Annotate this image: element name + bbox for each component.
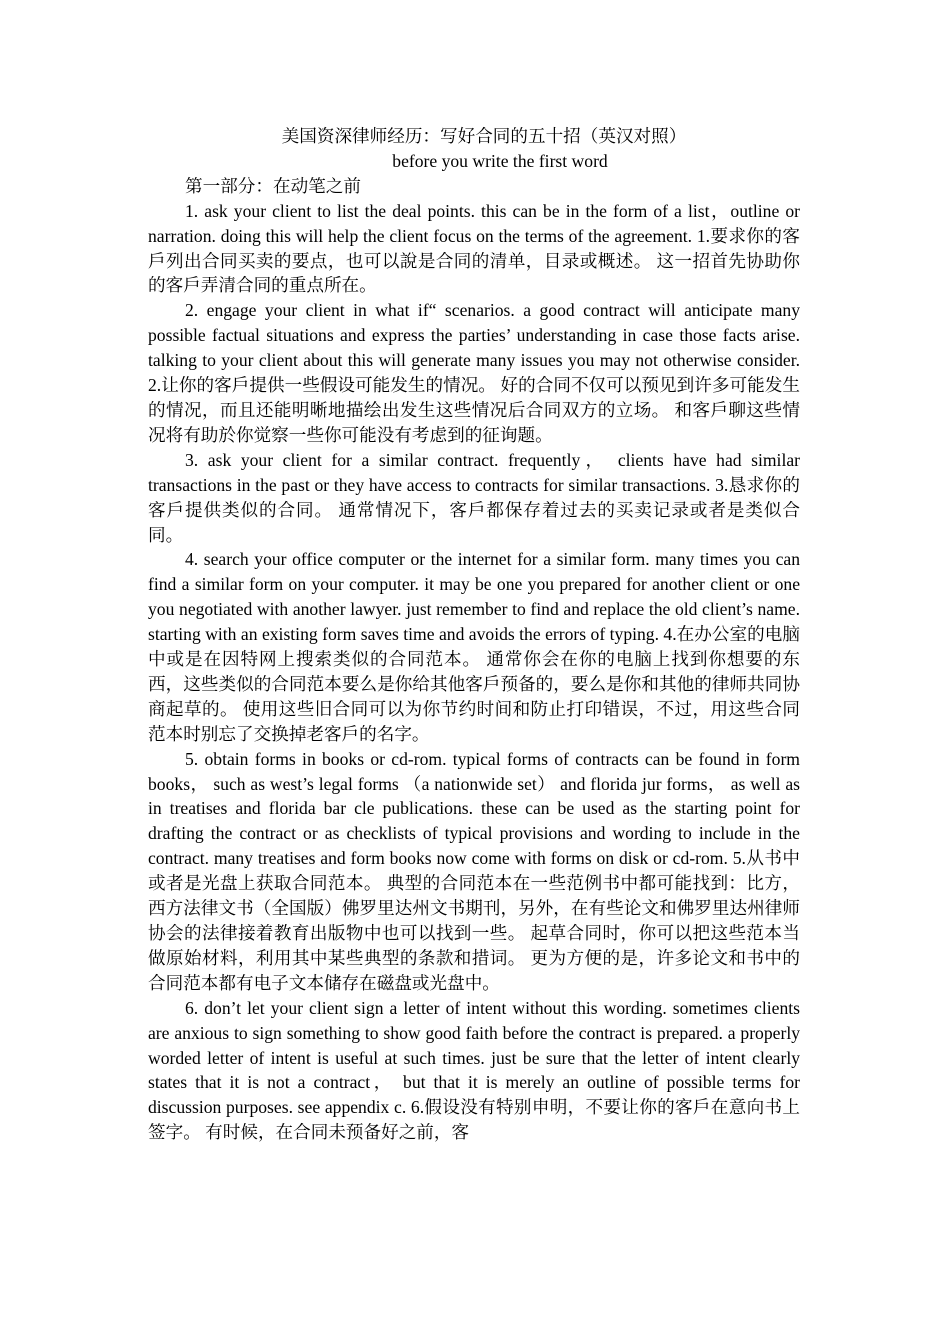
document-body	[148, 124, 800, 1145]
document-title-chinese: 美国资深律师经历：写好合同的五十招（英汉对照）	[281, 126, 687, 146]
document-subtitle-english: before you write the first word	[392, 150, 608, 171]
paragraph-6: 6. don’t let your client sign a letter of intent without this wording. sometimes clients are anxious to sign something to show good faith before the contract is prepared. a properly worded letter of intent is useful at such times. just be sure that the letter of intent clearly states that it is not a contract， but that it is merely an outline of possible terms for discussion purposes. see appendix c. 6.假设没有特别申明，不要让你的客戶在意向书上签字。 有时候，在合同未预备好之前，客	[148, 997, 800, 1143]
paragraph-1: 1. ask your client to list the deal points. this can be in the form of a list，outline or narration. doing this will help the client focus on the terms of the agreement. 1.要求你的客戶列出合同买卖的要点，也可以說是合同的清单，目录或概述。 这一招首先协助你的客戶弄清合同的重点所在。	[148, 200, 800, 296]
paragraph-5: 5. obtain forms in books or cd-rom. typical forms of contracts can be found in form books， such as west’s legal forms （a nationwide set） and florida jur forms， as well as in treatises and florida bar cle publications. these can be used as the starting point for drafting the contract or as checklists of typical provisions and wording to include in the contract. many treatises and form books now come with forms on disk or cd-rom. 5.从书中或者是光盘上获取合同范本。 典型的合同范本在一些范例书中都可能找到：比方，西方法律文书（全国版）佛罗里达州文书期刊，另外，在有些论文和佛罗里达州律师协会的法律接着教育出版物中也可以找到一些。 起草合同时，你可以把这些范本当做原始材料，利用其中某些典型的条款和措词。 更为方便的是，许多论文和书中的合同范本都有电子文本储存在磁盘或光盘中。	[148, 748, 800, 993]
paragraph-4: 4. search your office computer or the internet for a similar form. many times you can find a similar form on your computer. it may be one you prepared for another client or one you negotiated with another lawyer. just remember to find and replace the old client’s name. starting with an existing form saves time and avoids the errors of typing. 4.在办公室的电脑中或是在因特网上搜索类似的合同范本。 通常你会在你的电脑上找到你想要的东西，这些类似的合同范本要么是你给其他客戶预备的，要么是你和其他的律师共同协商起草的。 使用这些旧合同可以为你节约时间和防止打印错误，不过，用这些合同范本时别忘了交换掉老客戶的名字。	[148, 549, 800, 744]
paragraph-3: 3. ask your client for a similar contract. frequently， clients have had similar transactions in the past or they have access to contracts for similar transactions. 3.恳求你的客戶提供类似的合同。 通常情况下，客戶都保存着过去的买卖记录或者是类似合同。	[148, 449, 800, 545]
paragraph-2: 2. engage your client in what if“ scenarios. a good contract will anticipate many possible factual situations and express the parties’ understanding in case those facts arise. talking to your client about this will generate many issues you may not otherwise consider. 2.让你的客戶提供一些假设可能发生的情况。 好的合同不仅可以预见到许多可能发生的情况，而且还能明晰地描绘出发生这些情况后合同双方的立场。 和客戶聊这些情况将有助於你觉察一些你可能没有考虑到的征询题。	[148, 300, 800, 445]
section-heading: 第一部分：在动笔之前	[185, 175, 361, 196]
